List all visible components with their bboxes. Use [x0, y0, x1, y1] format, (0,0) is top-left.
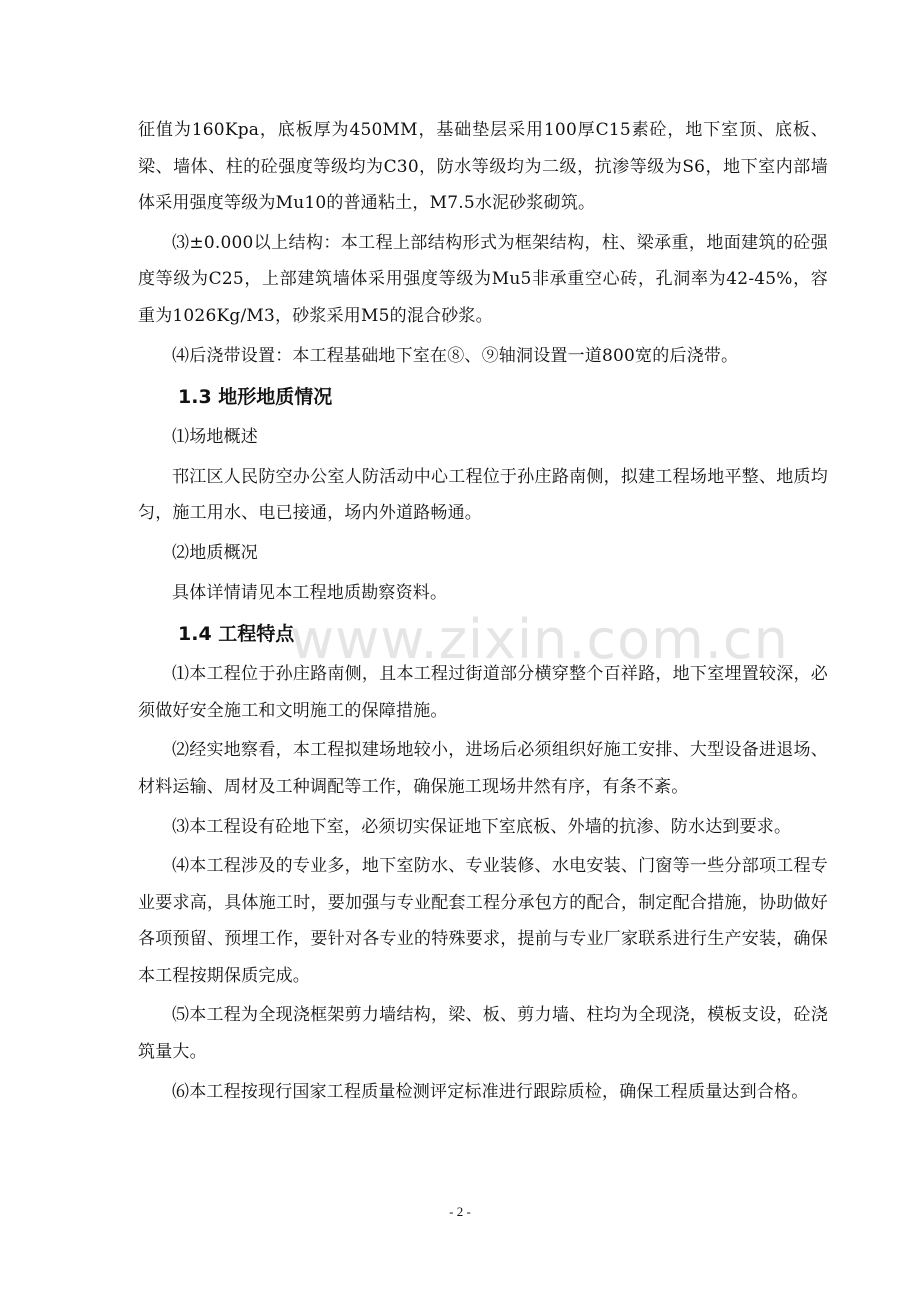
section-heading-1-4: 1.4 工程特点: [178, 623, 295, 646]
feature-item-4: ⑷本工程涉及的专业多，地下室防水、专业装修、水电安装、门窗等一些分部项工程专业要求高，具体施工时，要加强与专业配套工程分承包方的配合，制定配合措施，协助做好各项预留、预埋工作，要针对各专业的特殊要求，提前与专业厂家联系进行生产安装，确保本工程按期保质完成。: [138, 856, 828, 986]
section-heading-1-3: 1.3 地形地质情况: [178, 386, 333, 409]
feature-item-6: ⑹本工程按现行国家工程质量检测评定标准进行跟踪质检，确保工程质量达到合格。: [172, 1081, 809, 1102]
watermark: www.zixin.com.cn: [290, 608, 789, 671]
paragraph-geology-overview: 具体详情请见本工程地质勘察资料。: [172, 582, 448, 603]
feature-item-1: ⑴本工程位于孙庄路南侧，且本工程过街道部分横穿整个百祥路，地下室埋置较深，必须做好安全施工和文明施工的保障措施。: [138, 664, 828, 721]
feature-item-3: ⑶本工程设有砼地下室，必须切实保证地下室底板、外墙的抗渗、防水达到要求。: [172, 816, 792, 837]
feature-item-5: ⑸本工程为全现浇框架剪力墙结构，梁、板、剪力墙、柱均为全现浇，模板支设，砼浇筑量大。: [138, 1005, 828, 1063]
paragraph-continued: 征值为160Kpa，底板厚为450MM，基础垫层采用100厚C15素砼，地下室顶、底板、梁、墙体、柱的砼强度等级均为C30，防水等级均为二级，抗渗等级为S6，地下室内部墙体采用强度等级为Mu10的普通粘土，M7.5水泥砂浆砌筑。: [138, 120, 828, 214]
paragraph-site-overview: 邗江区人民防空办公室人防活动中心工程位于孙庄路南侧，拟建工程场地平整、地质均匀，施工用水、电已接通，场内外道路畅通。: [138, 466, 828, 524]
feature-item-2: ⑵经实地察看，本工程拟建场地较小，进场后必须组织好施工安排、大型设备进退场、材料运输、周材及工种调配等工作，确保施工现场井然有序，有条不紊。: [138, 740, 828, 797]
paragraph-structure-above-grade: ⑶±0.000以上结构：本工程上部结构形式为框架结构，柱、梁承重，地面建筑的砼强度等级为C25，上部建筑墙体采用强度等级为Mu5非承重空心砖，孔洞率为42-45%，容重为1026Kg/M3，砂浆采用M5的混合砂浆。: [138, 232, 828, 326]
subheading-geology-overview: ⑵地质概况: [172, 542, 258, 563]
page-number: - 2 -: [449, 1204, 471, 1219]
page-content: [138, 112, 828, 1113]
paragraph-post-cast-strip: ⑷后浇带设置：本工程基础地下室在⑧、⑨轴洞设置一道800宽的后浇带。: [172, 345, 739, 366]
subheading-site-overview: ⑴场地概述: [172, 427, 258, 448]
